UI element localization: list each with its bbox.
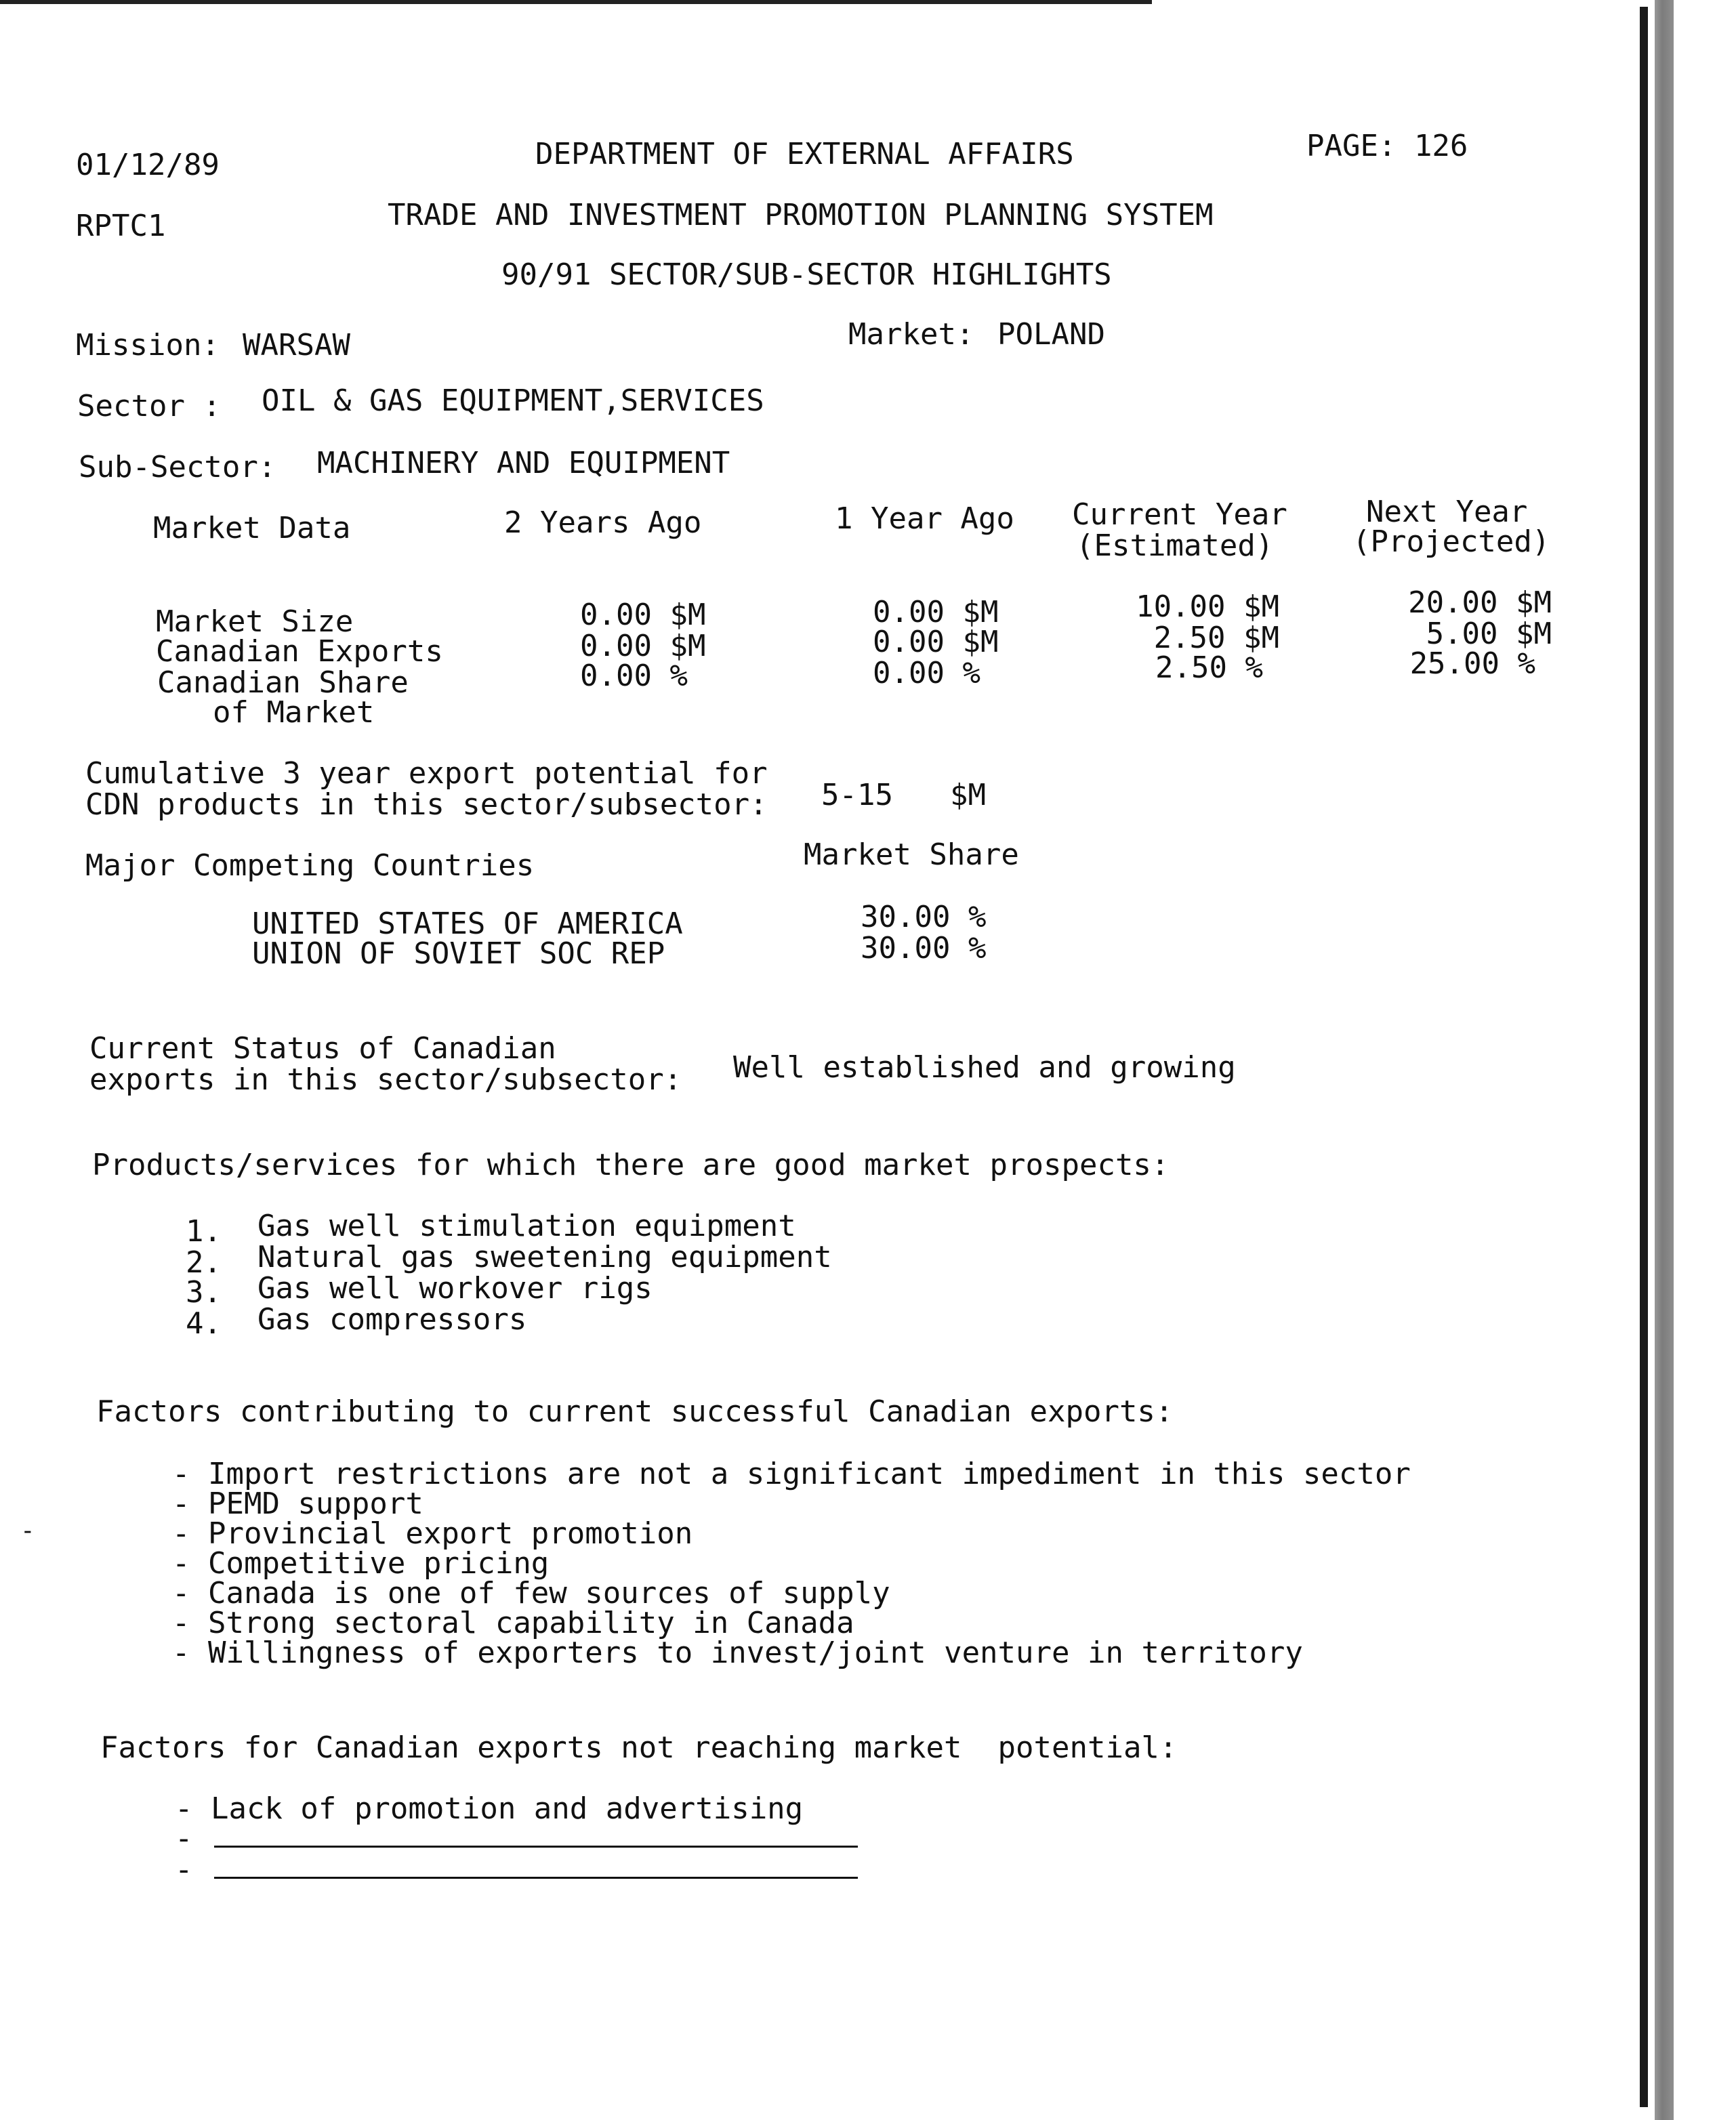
col-current-year: Current Year xyxy=(1072,497,1287,532)
competitors-heading: Major Competing Countries xyxy=(85,848,535,883)
col-1-year-ago: 1 Year Ago xyxy=(835,501,1014,536)
product-item: Gas compressors xyxy=(257,1302,527,1337)
product-item: Natural gas sweetening equipment xyxy=(257,1240,832,1274)
blank-entry-line xyxy=(214,1846,858,1848)
margin-mark: - xyxy=(20,1517,35,1545)
potential-line-2: CDN products in this sector/subsector: xyxy=(85,787,768,822)
product-number: 4. xyxy=(186,1306,222,1341)
status-line-1: Current Status of Canadian xyxy=(89,1031,556,1066)
scan-top-edge xyxy=(0,0,1152,4)
sector-label: Sector : xyxy=(77,389,221,423)
market-data-header: Market Data xyxy=(153,511,351,545)
product-item: Gas well workover rigs xyxy=(257,1271,653,1306)
report-date: 01/12/89 xyxy=(76,148,220,182)
cell-share-next: 25.00 % xyxy=(1409,646,1535,681)
row-label-market-size: Market Size xyxy=(156,604,354,639)
products-heading: Products/services for which there are good market prospects: xyxy=(92,1148,1170,1182)
blank-entry-line xyxy=(214,1877,858,1879)
row-label-of-market: of Market xyxy=(213,695,375,730)
subsector-value: MACHINERY AND EQUIPMENT xyxy=(317,446,730,480)
competitor-usa-share: 30.00 % xyxy=(861,900,987,934)
cell-market-size-next: 20.00 $M xyxy=(1408,585,1552,620)
page-number: PAGE: 126 xyxy=(1306,129,1468,163)
success-factor-item: - Competitive pricing xyxy=(172,1546,550,1581)
market-share-heading: Market Share xyxy=(804,837,1019,872)
status-line-2: exports in this sector/subsector: xyxy=(89,1062,682,1097)
success-factor-item: - Strong sectoral capability in Canada xyxy=(172,1606,854,1640)
scan-right-edge xyxy=(1640,7,1648,2107)
system-title: TRADE AND INVESTMENT PROMOTION PLANNING SYSTEM xyxy=(388,198,1214,232)
success-factor-item: - Provincial export promotion xyxy=(172,1516,693,1551)
mission-value: WARSAW xyxy=(243,328,350,362)
cell-share-2y: 0.00 % xyxy=(580,659,688,693)
success-factor-item: - Willingness of exporters to invest/joint venture in territory xyxy=(172,1636,1303,1670)
competitor-ussr: UNION OF SOVIET SOC REP xyxy=(252,936,665,971)
barrier-factor-item: - xyxy=(175,1821,193,1856)
market-label: Market: xyxy=(848,317,974,352)
cell-exports-current: 2.50 $M xyxy=(1153,621,1279,655)
cell-share-1y: 0.00 % xyxy=(873,656,980,690)
scan-right-shadow xyxy=(1655,0,1674,2120)
cell-exports-2y: 0.00 $M xyxy=(580,629,706,663)
report-code: RPTC1 xyxy=(76,209,166,243)
col-2-years-ago: 2 Years Ago xyxy=(504,505,702,540)
success-factors-heading: Factors contributing to current successful Canadian exports: xyxy=(96,1394,1174,1429)
subsector-label: Sub-Sector: xyxy=(79,450,276,484)
cell-market-size-current: 10.00 $M xyxy=(1136,589,1279,624)
product-number: 2. xyxy=(186,1245,222,1280)
col-current-year-estimated: (Estimated) xyxy=(1076,528,1274,563)
sector-value: OIL & GAS EQUIPMENT,SERVICES xyxy=(262,383,764,418)
product-item: Gas well stimulation equipment xyxy=(257,1209,796,1243)
barrier-factor-item: - Lack of promotion and advertising xyxy=(175,1791,804,1826)
market-value: POLAND xyxy=(997,317,1105,352)
competitor-usa: UNITED STATES OF AMERICA xyxy=(252,907,683,941)
product-number: 3. xyxy=(186,1275,222,1310)
barrier-factor-item: - xyxy=(175,1852,193,1887)
status-value: Well established and growing xyxy=(733,1050,1236,1085)
barrier-factors-heading: Factors for Canadian exports not reaching market potential: xyxy=(100,1730,1178,1765)
success-factor-item: - PEMD support xyxy=(172,1487,423,1521)
potential-value: 5-15 xyxy=(821,778,893,812)
cell-share-current: 2.50 % xyxy=(1155,650,1263,685)
cell-exports-1y: 0.00 $M xyxy=(873,625,999,659)
success-factor-item: - Import restrictions are not a significant impediment in this sector xyxy=(172,1457,1411,1491)
potential-line-1: Cumulative 3 year export potential for xyxy=(85,756,768,791)
col-next-year-projected: (Projected) xyxy=(1352,524,1550,559)
cell-market-size-2y: 0.00 $M xyxy=(580,598,706,632)
report-title: 90/91 SECTOR/SUB-SECTOR HIGHLIGHTS xyxy=(501,257,1112,292)
department-title: DEPARTMENT OF EXTERNAL AFFAIRS xyxy=(535,137,1074,171)
row-label-canadian-exports: Canadian Exports xyxy=(156,634,443,669)
cell-exports-next: 5.00 $M xyxy=(1426,617,1552,651)
competitor-ussr-share: 30.00 % xyxy=(861,931,987,965)
success-factor-item: - Canada is one of few sources of supply xyxy=(172,1576,890,1610)
product-number: 1. xyxy=(186,1214,222,1249)
cell-market-size-1y: 0.00 $M xyxy=(873,595,999,629)
row-label-canadian-share: Canadian Share xyxy=(157,665,409,700)
mission-label: Mission: xyxy=(76,328,220,362)
col-next-year: Next Year xyxy=(1366,495,1528,529)
potential-unit: $M xyxy=(950,778,986,812)
